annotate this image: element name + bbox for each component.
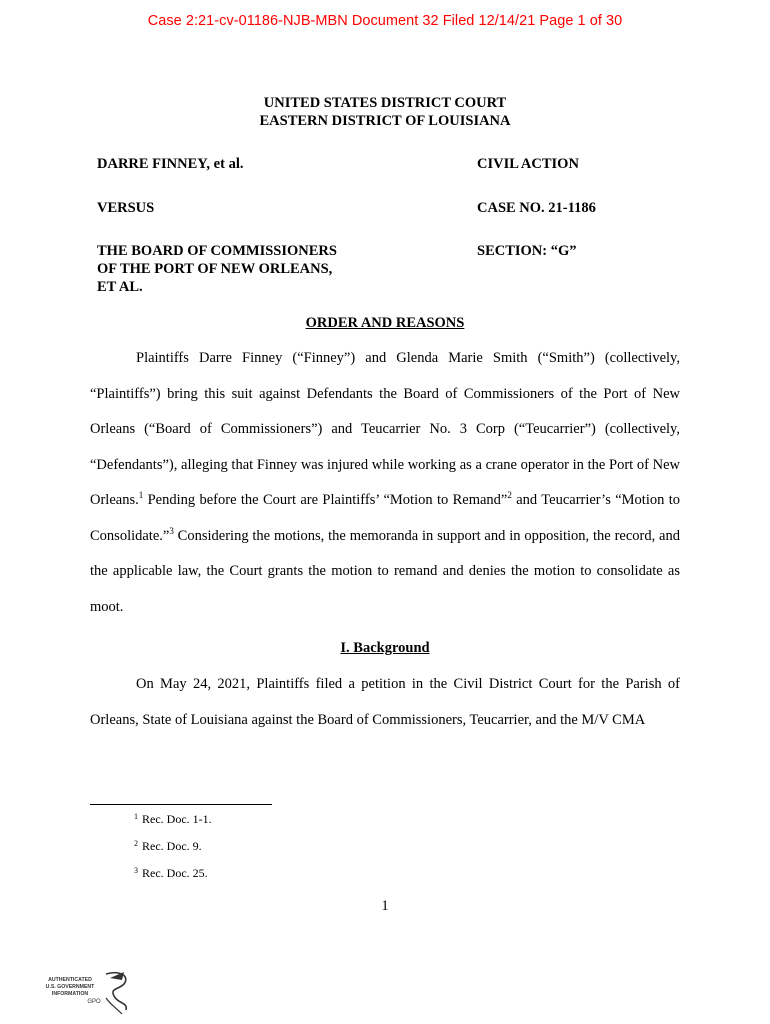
caption-section: SECTION: “G” (477, 243, 577, 259)
court-name (0, 94, 770, 130)
case-header-stamp: Case 2:21-cv-01186-NJB-MBN Document 32 Filed 12/14/21 Page 1 of 30 (147, 13, 623, 29)
caption-defendant (97, 242, 337, 296)
caption-defendant-line1: THE BOARD OF COMMISSIONERS (97, 243, 337, 259)
footnote-text: Rec. Doc. 9. (142, 839, 202, 853)
page-number: 1 (381, 898, 389, 914)
court-name-line1: UNITED STATES DISTRICT COURT (263, 95, 507, 111)
document-title: ORDER AND REASONS (305, 315, 465, 331)
caption-plaintiff: DARRE FINNEY, et al. (97, 156, 244, 172)
intro-text-part4: Considering the motions, the memoranda in support and in opposition, the record, and the applicable law, the Court grants the motion to remand and denies the motion to consolidate as moot. (90, 527, 680, 615)
footnote-3 (134, 866, 208, 881)
gpo-logo-line4: GPO (87, 999, 101, 1005)
footnote-text: Rec. Doc. 25. (142, 866, 208, 880)
footnote-2 (134, 839, 202, 854)
gpo-authenticated-logo-icon (40, 968, 140, 1018)
gpo-logo-line1: AUTHENTICATED (48, 977, 92, 983)
gpo-eagle-tail (106, 998, 122, 1014)
footnote-number: 2 (134, 839, 138, 848)
background-paragraph: On May 24, 2021, Plaintiffs filed a petition in the Civil District Court for the Parish of Orleans, State of Louisiana against the Board of Commissioners, Teucarrier, and the M/V CMA (90, 676, 680, 728)
footnote-number: 3 (134, 866, 138, 875)
caption-civil-action: CIVIL ACTION (477, 156, 579, 172)
footnote-ref-1[interactable]: 1 (138, 490, 144, 500)
footnote-number: 1 (134, 812, 138, 821)
footnote-divider (90, 804, 272, 805)
footnote-ref-3[interactable]: 3 (169, 525, 174, 536)
caption-case-number: CASE NO. 21-1186 (477, 200, 596, 216)
gpo-logo-line3: INFORMATION (51, 991, 89, 997)
intro-text-part2: Pending before the Court are Plaintiffs’ “Motion to Remand” (143, 492, 508, 508)
intro-paragraph (90, 341, 680, 625)
footnote-1 (134, 812, 212, 827)
court-name-line2: EASTERN DISTRICT OF LOUISIANA (259, 113, 511, 129)
footnote-text: Rec. Doc. 1-1. (142, 812, 212, 826)
footnote-ref-2[interactable]: 2 (507, 490, 512, 500)
caption-defendant-line3: ET AL. (97, 279, 143, 295)
section-heading-background: I. Background (340, 640, 430, 656)
caption-versus: VERSUS (97, 200, 155, 216)
intro-text-part1: Plaintiffs Darre Finney (“Finney”) and Glenda Marie Smith (“Smith”) (collectively, “Plaintiffs”) bring this suit against Defendants the Board of Commissioners of the Port of New Orleans (“Board of Commissioners”) and Teucarrier No. 3 Corp (“Teucarrier”) (collectively, “Defendants”), alleging that Finney was injured while working as a crane operator in the Port of New Orleans. (90, 350, 680, 508)
caption-defendant-line2: OF THE PORT OF NEW ORLEANS, (97, 261, 333, 277)
intro-text-part3: and Teucarrier’s “Motion to Consolidate.” (90, 492, 681, 544)
gpo-logo-line2: U.S. GOVERNMENT (45, 984, 95, 990)
